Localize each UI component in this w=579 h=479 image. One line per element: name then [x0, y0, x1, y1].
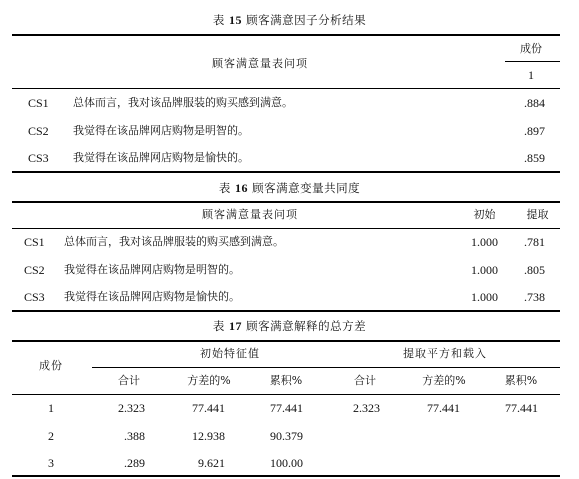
table17-row-cumulative: 77.441	[270, 401, 303, 415]
table15-row-value: .884	[524, 96, 545, 110]
table17-sub-extract-cumulative: 累积%	[504, 374, 538, 387]
table16-caption-prefix: 表	[218, 181, 231, 195]
table17-top-rule	[12, 340, 560, 342]
table17-row-component: 2	[48, 429, 54, 443]
table17-row-extract-total: 2.323	[353, 401, 380, 415]
table16-row-text: 我觉得在该品牌网店购物是愉快的。	[64, 290, 240, 303]
table15-caption	[0, 12, 579, 28]
table17-sub-cumulative: 累积%	[269, 374, 303, 387]
table17-sub-extract-total: 合计	[354, 374, 376, 387]
table17-group-initial: 初始特征值	[200, 347, 260, 360]
table15-caption-number: 15	[229, 13, 242, 27]
table17-row-variance: 12.938	[192, 429, 225, 443]
table17-sub-extract-variance: 方差的%	[422, 374, 466, 387]
table15-caption-prefix: 表	[212, 13, 225, 27]
table15-row-text: 我觉得在该品牌网店购物是愉快的。	[73, 151, 249, 164]
table15-caption-title: 顾客满意因子分析结果	[246, 13, 367, 27]
table17-header-component: 成份	[39, 359, 63, 372]
table15-row-value: .897	[524, 124, 545, 138]
table16-caption-title: 顾客满意变量共同度	[252, 181, 361, 195]
table16-caption	[0, 180, 579, 196]
table17-row-variance: 77.441	[192, 401, 225, 415]
table17-row-total: 2.323	[118, 401, 145, 415]
table16-row-initial: 1.000	[471, 235, 498, 249]
table17-row-component: 3	[48, 456, 54, 470]
table16-caption-number: 16	[235, 181, 248, 195]
table17-row-total: .388	[124, 429, 145, 443]
table17-row-cumulative: 100.00	[270, 456, 303, 470]
table17-caption-prefix: 表	[212, 319, 225, 333]
table16-row-text: 总体而言，我对该品牌服装的购买感到满意。	[64, 235, 284, 248]
table17-caption	[0, 318, 579, 334]
table16-row-code: CS2	[24, 263, 45, 277]
table16-row-initial: 1.000	[471, 290, 498, 304]
table17-bottom-rule	[12, 475, 560, 477]
table16-row-initial: 1.000	[471, 263, 498, 277]
table16-bottom-rule	[12, 310, 560, 312]
table17-group-extract: 提取平方和载入	[403, 347, 487, 360]
table17-row-extract-cumulative: 77.441	[505, 401, 538, 415]
table16-row-code: CS3	[24, 290, 45, 304]
table17-caption-title: 顾客满意解释的总方差	[246, 319, 367, 333]
table17-row-extract-variance: 77.441	[427, 401, 460, 415]
table15-header-divider	[505, 61, 560, 62]
table17-row-cumulative: 90.379	[270, 429, 303, 443]
table17-sub-total: 合计	[118, 374, 140, 387]
table16-top-rule	[12, 201, 560, 203]
table15-header-rule	[12, 88, 560, 89]
table15-row-text: 总体而言，我对该品牌服装的购买感到满意。	[73, 96, 293, 109]
table15-row-code: CS1	[28, 96, 49, 110]
table16-row-extract: .738	[524, 290, 545, 304]
table16-header-rule	[12, 228, 560, 229]
table15-row-code: CS2	[28, 124, 49, 138]
table17-group-divider	[92, 367, 560, 368]
table15-header-component-index: 1	[528, 68, 534, 82]
table15-header-item: 顾客满意量表问项	[212, 57, 308, 70]
table17-row-total: .289	[124, 456, 145, 470]
table15-row-code: CS3	[28, 151, 49, 165]
table16-header-extract: 提取	[526, 208, 549, 221]
table16-row-code: CS1	[24, 235, 45, 249]
table15-header-component: 成份	[520, 42, 542, 55]
table15-row-text: 我觉得在该品牌网店购物是明智的。	[73, 124, 249, 137]
table17-row-variance: 9.621	[198, 456, 225, 470]
table16-row-extract: .781	[524, 235, 545, 249]
table16-header-item: 顾客满意量表问项	[202, 208, 298, 221]
table16-header-initial: 初始	[473, 208, 496, 221]
table16-row-extract: .805	[524, 263, 545, 277]
table17-sub-variance: 方差的%	[187, 374, 231, 387]
table16-row-text: 我觉得在该品牌网店购物是明智的。	[64, 263, 240, 276]
table17-row-component: 1	[48, 401, 54, 415]
table15-top-rule	[12, 34, 560, 36]
table15-bottom-rule	[12, 171, 560, 173]
table17-caption-number: 17	[229, 319, 242, 333]
table15-row-value: .859	[524, 151, 545, 165]
table17-header-rule	[12, 394, 560, 395]
